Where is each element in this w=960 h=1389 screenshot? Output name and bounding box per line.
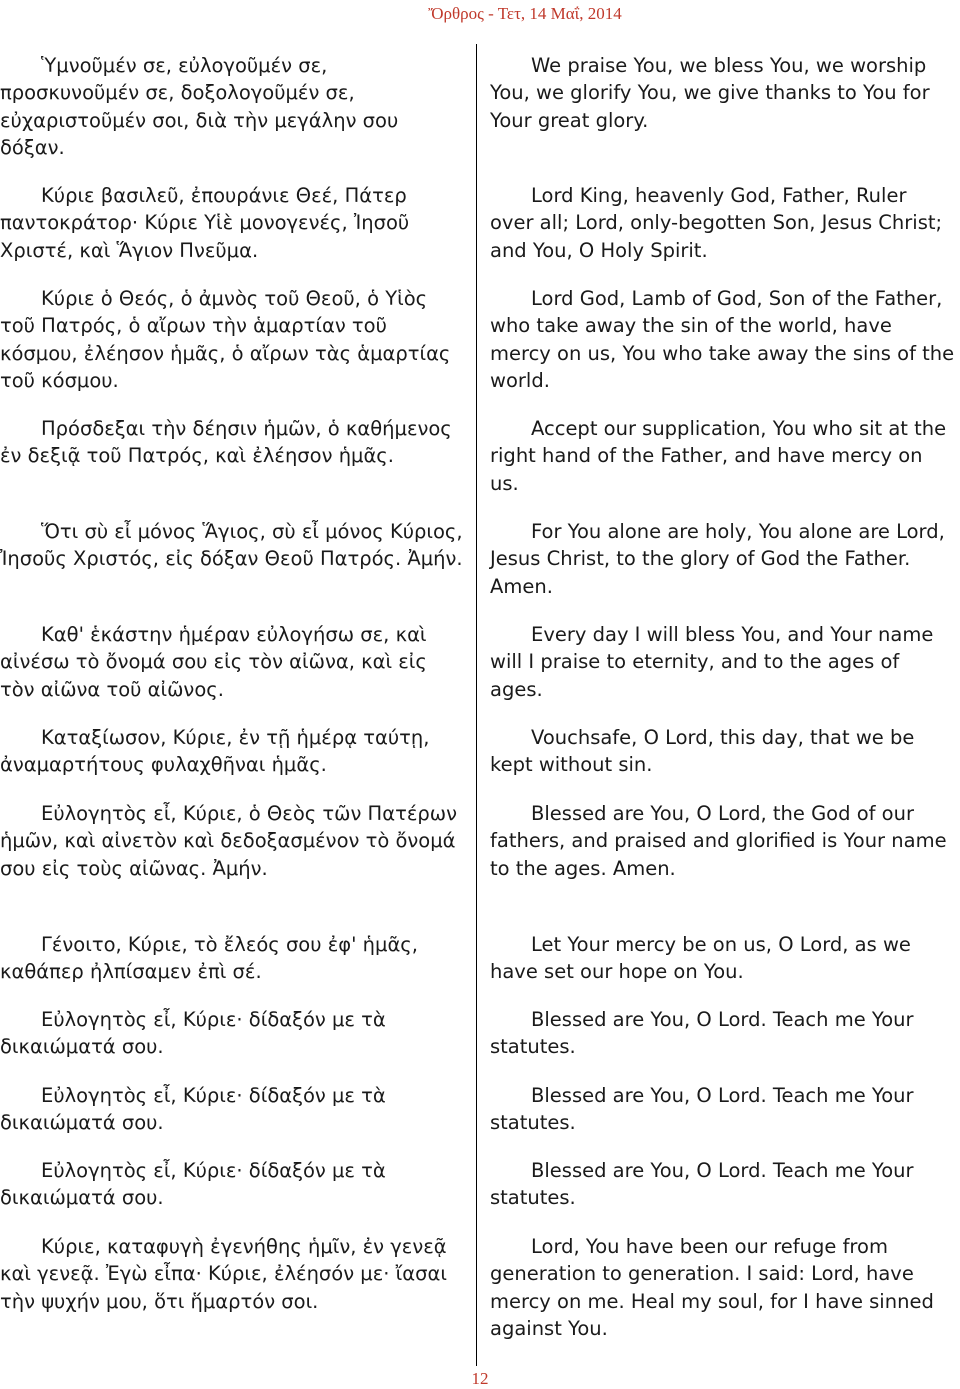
english-verse-13: Lord, You have been our refuge from generation to generation. I said: Lord, have mercy on me. Heal my soul, for I have sinned against You.: [490, 1235, 934, 1341]
english-verse-2: Lord King, heavenly God, Father, Ruler over all; Lord, only-begotten Son, Jesus Christ; and You, O Holy Spirit.: [490, 184, 943, 262]
english-verse-7: Vouchsafe, O Lord, this day, that we be kept without sin.: [490, 726, 915, 777]
english-verse-3: Lord God, Lamb of God, Son of the Father, who take away the sin of the world, have mercy on us, You who take away the sins of the world.: [490, 287, 955, 393]
greek-verse-7: Καταξίωσον, Κύριε, ἐν τῇ ἡμέρᾳ ταύτῃ, ἀναμαρτήτους φυλαχθῆναι ἡμᾶς.: [0, 726, 430, 777]
english-verse-10: Blessed are You, O Lord. Teach me Your statutes.: [490, 1008, 914, 1059]
greek-verse-2: Κύριε βασιλεῦ, ἐπουράνιε Θεέ, Πάτερ παντοκράτορ· Κύριε Υἱὲ μονογενές, Ἰησοῦ Χριστέ, καὶ Ἅγιον Πνεῦμα.: [0, 184, 410, 262]
english-verse-6: Every day I will bless You, and Your name will I praise to eternity, and to the ages of ages.: [490, 623, 934, 701]
greek-verse-5: Ὅτι σὺ εἶ μόνος Ἅγιος, σὺ εἶ μόνος Κύριος, Ἰησοῦς Χριστός, εἰς δόξαν Θεοῦ Πατρός. Ἀμήν.: [0, 520, 463, 571]
greek-verse-13: Κύριε, καταφυγὴ ἐγενήθης ἡμῖν, ἐν γενεᾷ καὶ γενεᾷ. Ἐγὼ εἶπα· Κύριε, ἐλέησόν με· ἴασαι τὴν ψυχήν μου, ὅτι ἥμαρτόν σοι.: [0, 1235, 447, 1313]
english-verse-1: We praise You, we bless You, we worship You, we glorify You, we give thanks to You for Your great glory.: [490, 54, 930, 132]
english-verse-4: Accept our supplication, You who sit at the right hand of the Father, and have mercy on us.: [490, 417, 947, 495]
english-verse-9: Let Your mercy be on us, O Lord, as we have set our hope on You.: [490, 933, 911, 984]
greek-verse-3: Κύριε ὁ Θεός, ὁ ἀμνὸς τοῦ Θεοῦ, ὁ Υἱὸς τοῦ Πατρός, ὁ αἴρων τὴν ἁμαρτίαν τοῦ κόσμου, ἐλέησον ἡμᾶς, ὁ αἴρων τὰς ἁμαρτίας τοῦ κόσμου.: [0, 287, 451, 393]
english-verse-5: For You alone are holy, You alone are Lord, Jesus Christ, to the glory of God the Father. Amen.: [490, 520, 945, 598]
greek-verse-6: Καθ' ἑκάστην ἡμέραν εὐλογήσω σε, καὶ αἰνέσω τὸ ὄνομά σου εἰς τὸν αἰῶνα, καὶ εἰς τὸν αἰῶνα τοῦ αἰῶνος.: [0, 623, 427, 701]
page-header: Ὄρθρος - Τετ, 14 Μαΐ, 2014: [428, 4, 622, 23]
greek-verse-12: Εὐλογητὸς εἶ, Κύριε· δίδαξόν με τὰ δικαιώματά σου.: [0, 1159, 386, 1210]
english-verse-8: Blessed are You, O Lord, the God of our fathers, and praised and glorified is Your name to the ages. Amen.: [490, 802, 947, 880]
english-verse-12: Blessed are You, O Lord. Teach me Your statutes.: [490, 1159, 914, 1210]
greek-verse-8: Εὐλογητὸς εἶ, Κύριε, ὁ Θεὸς τῶν Πατέρων ἡμῶν, καὶ αἰνετὸν καὶ δεδοξασμένον τὸ ὄνομά σου εἰς τοὺς αἰῶνας. Ἀμήν.: [0, 802, 457, 880]
english-verse-11: Blessed are You, O Lord. Teach me Your statutes.: [490, 1084, 914, 1135]
greek-verse-9: Γένοιτο, Κύριε, τὸ ἔλεός σου ἐφ' ἡμᾶς, καθάπερ ἠλπίσαμεν ἐπὶ σέ.: [0, 933, 418, 984]
greek-verse-1: Ὑμνοῦμέν σε, εὐλογοῦμέν σε, προσκυνοῦμέν σε, δοξολογοῦμέν σε, εὐχαριστοῦμέν σοι, διὰ τὴν μεγάλην σου δόξαν.: [0, 54, 399, 160]
greek-verse-11: Εὐλογητὸς εἶ, Κύριε· δίδαξόν με τὰ δικαιώματά σου.: [0, 1084, 386, 1135]
greek-verse-10: Εὐλογητὸς εἶ, Κύριε· δίδαξόν με τὰ δικαιώματά σου.: [0, 1008, 386, 1059]
page-number: 12: [471, 1369, 489, 1388]
column-divider: [476, 44, 477, 1366]
greek-verse-4: Πρόσδεξαι τὴν δέησιν ἡμῶν, ὁ καθήμενος ἐν δεξιᾷ τοῦ Πατρός, καὶ ἐλέησον ἡμᾶς.: [0, 417, 452, 468]
